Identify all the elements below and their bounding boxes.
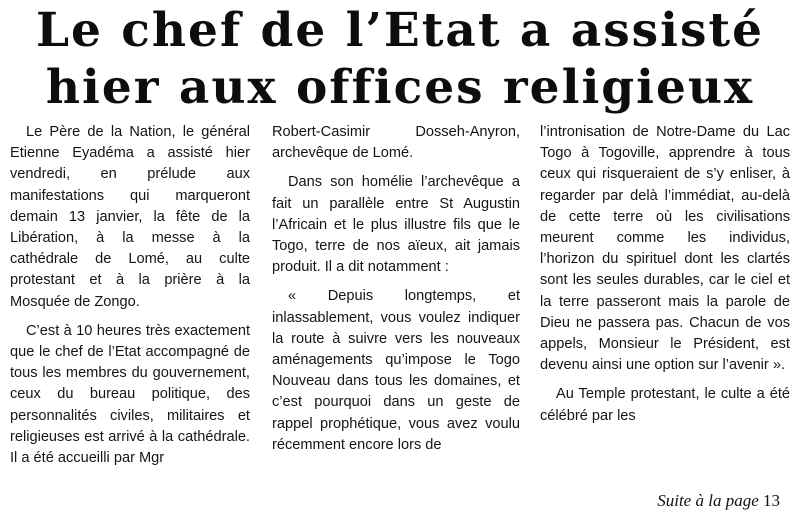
article-column-1 — [10, 122, 250, 469]
article-column-3 — [540, 122, 790, 427]
headline-line-1: Le chef de l’Etat a assisté — [35, 3, 765, 58]
column-2-paragraph-2: Dans son homélie l’archevêque a fait un parallèle entre St Augustin l’Africain et le plus illustre fils que le Togo, terre de nos aïeux, ait jamais produit. Il a dit notamment : — [272, 174, 520, 276]
column-2-paragraph-1: Robert-Casimir Dosseh-Anyron, archevêque de Lomé. — [272, 124, 520, 162]
column-1-paragraph-2: C’est à 10 heures très exactement que le chef de l’Etat accompagné de tous les membres du gouvernement, ceux du bureau politique, des personnalités civiles, militaires et religieuses est arrivé à la cathédrale. Il a été accueilli par Mgr — [10, 322, 250, 467]
column-3-paragraph-2: Au Temple protestant, le culte a été célébré par les — [540, 386, 790, 424]
headline — [0, 2, 800, 116]
continuation-label: Suite à la page — [657, 491, 759, 510]
continuation-note — [530, 491, 780, 511]
headline-line-2: hier aux offices religieux — [45, 60, 755, 115]
article-body — [10, 122, 790, 522]
article-column-2 — [272, 122, 520, 456]
column-3-paragraph-1: l’intronisation de Notre-Dame du Lac Togo à Togoville, apprendre à tous ceux qui risqueraient de s’y enliser, à regarder par delà l’immédiat, au-delà de cette terre où les civilisations meurent comme les individus, l’horizon du spirituel dont les clartés sont les seules durables, car le ciel et la terre passeront mais la parole de Dieu ne passera pas. Chacun de vos appels, Monsieur le Président, est devenu ainsi une option sur l’avenir ». — [540, 124, 790, 374]
column-1-paragraph-1: Le Père de la Nation, le général Etienne Eyadéma a assisté hier vendredi, en prélude aux manifestations qui marqueront demain 13 janvier, la fête de la Libération, à la messe à la cathédrale de Lomé, au culte protestant et à la prière à la Mosquée de Zongo. — [10, 124, 250, 310]
continuation-page-number: 13 — [763, 491, 780, 510]
column-2-paragraph-3: « Depuis longtemps, et inlassablement, vous voulez indiquer la route à suivre vers les nouveaux aménagements qu’impose le Togo Nouveau dans tous les domaines, et c’est pourquoi dans un geste de rappel prophétique, vous avez voulu récemment encore lors de — [272, 288, 520, 453]
